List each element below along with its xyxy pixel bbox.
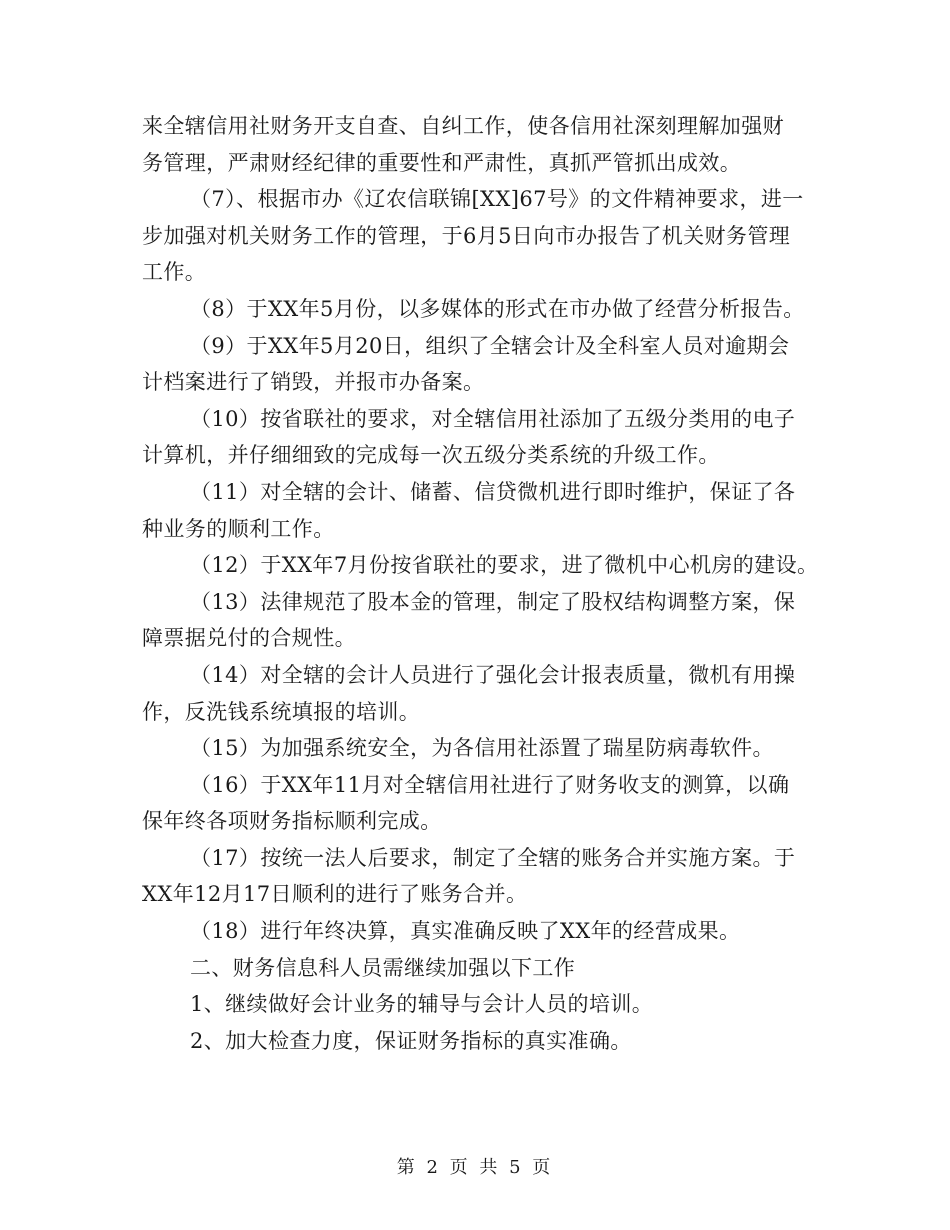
document-body	[142, 108, 819, 1059]
text-line: XX年12月17日顺利的进行了账务合并。	[142, 882, 528, 907]
text-line: 来全辖信用社财务开支自查、自纠工作，使各信用社深刻理解加强财	[142, 114, 784, 138]
text-line: 务管理，严肃财经纪律的重要性和严肃性，真抓严管抓出成效。	[142, 150, 742, 175]
text-line: 保年终各项财务指标顺利完成。	[142, 809, 442, 834]
text-line: 1、继续做好会计业务的辅导与会计人员的培训。	[190, 992, 654, 1017]
text-line: （13）法律规范了股本金的管理，制定了股权结构调整方案，保	[190, 589, 796, 614]
text-line: （17）按统一法人后要求，制定了全辖的账务合并实施方案。于	[190, 845, 796, 870]
text-line: （7）、根据市办《辽农信联锦[XX]67号》的文件精神要求，进一	[190, 187, 804, 212]
text-line: 障票据兑付的合规性。	[142, 626, 356, 651]
text-line: 工作。	[142, 260, 207, 285]
text-line: （8）于XX年5月份，以多媒体的形式在市办做了经营分析报告。	[190, 296, 805, 321]
text-line: 步加强对机关财务工作的管理，于6月5日向市办报告了机关财务管理	[142, 223, 791, 248]
text-line: （14）对全辖的会计人员进行了强化会计报表质量，微机有用操	[190, 662, 796, 687]
text-line: （15）为加强系统安全，为各信用社添置了瑞星防病毒软件。	[190, 736, 774, 761]
text-line: （10）按省联社的要求，对全辖信用社添加了五级分类用的电子	[190, 406, 796, 431]
text-line: （16）于XX年11月对全辖信用社进行了财务收支的测算，以确	[190, 772, 790, 797]
text-line: 二、财务信息科人员需继续加强以下工作	[190, 955, 576, 980]
text-line: （18）进行年终决算，真实准确反映了XX年的经营成果。	[190, 919, 741, 944]
text-line: （12）于XX年7月份按省联社的要求，进了微机中心机房的建设。	[190, 553, 819, 578]
text-line: 作，反洗钱系统填报的培训。	[142, 699, 421, 724]
text-line: 计算机，并仔细细致的完成每一次五级分类系统的升级工作。	[142, 443, 720, 468]
text-line: 种业务的顺利工作。	[142, 516, 335, 541]
text-line: 2、加大检查力度，保证财务指标的真实准确。	[190, 1028, 632, 1053]
text-line: （11）对全辖的会计、储蓄、信贷微机进行即时维护，保证了各	[190, 479, 796, 504]
text-line: （9）于XX年5月20日，组织了全辖会计及全科室人员对逾期会	[190, 333, 790, 358]
page-footer: 第 2 页 共 5 页	[396, 1157, 554, 1178]
text-line: 计档案进行了销毁，并报市办备案。	[142, 370, 485, 395]
